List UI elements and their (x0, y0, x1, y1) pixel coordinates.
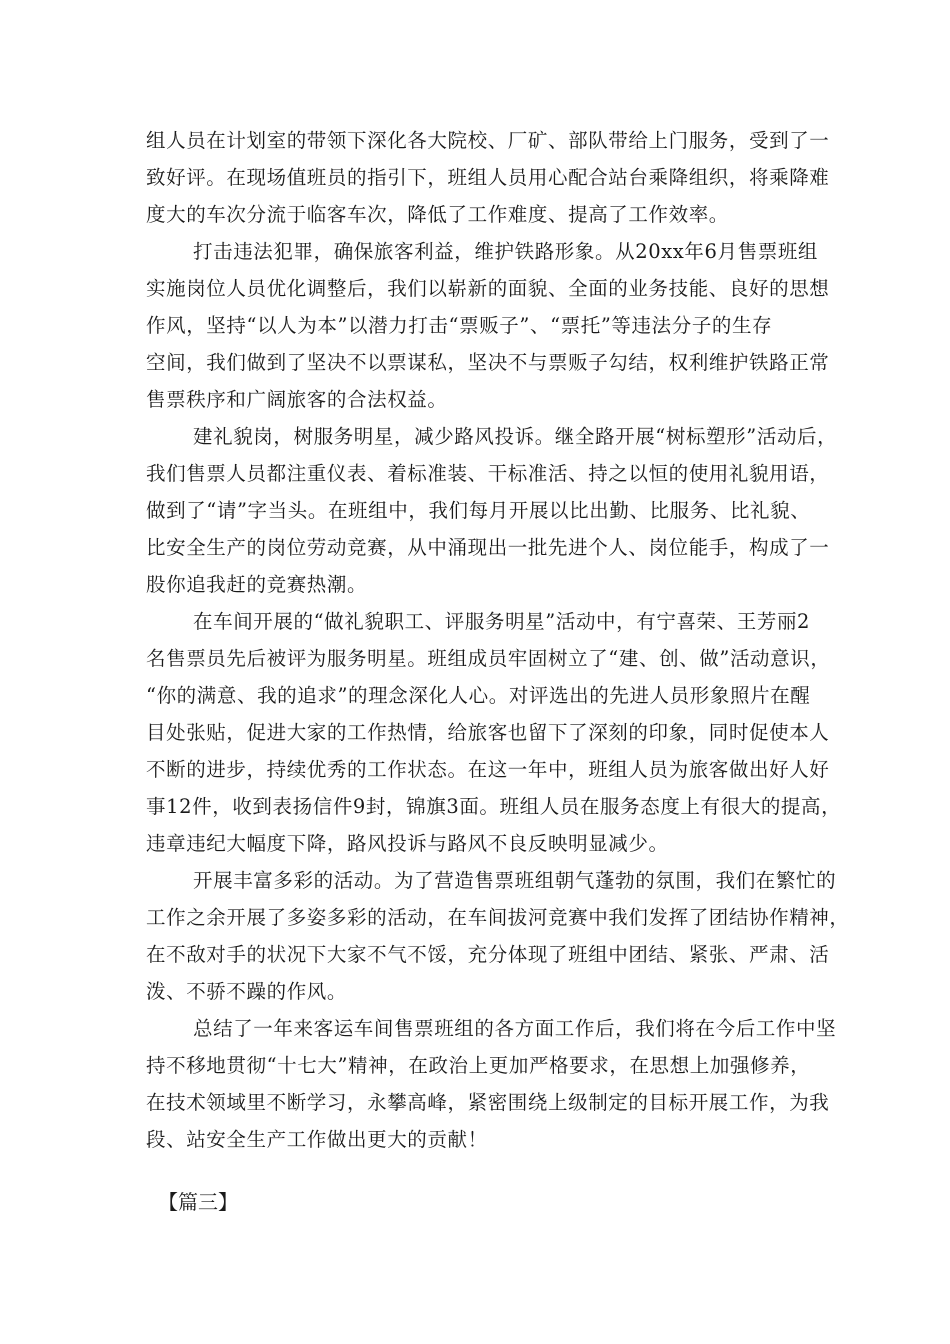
paragraph-3-line-2: 我们售票人员都注重仪表、着标准装、干标准活、持之以恒的使用礼貌用语， (146, 462, 830, 485)
paragraph-4-line-2: 名售票员先后被评为服务明星。班组成员牢固树立了“建、创、做”活动意识， (146, 647, 831, 670)
paragraph-3-line-5: 股你追我赶的竞赛热潮。 (146, 573, 368, 596)
paragraph-5-line-2: 工作之余开展了多姿多彩的活动，在车间拔河竞赛中我们发挥了团结协作精神， (146, 906, 850, 929)
paragraph-3-line-3: 做到了“请”字当头。在班组中，我们每月开展以比出勤、比服务、比礼貌、 (146, 499, 811, 522)
paragraph-4-line-5: 不断的进步，持续优秀的工作状态。在这一年中，班组人员为旅客做出好人好 (146, 758, 830, 781)
paragraph-4-line-6: 事12件，收到表扬信件9封，锦旗3面。班组人员在服务态度上有很大的提高， (146, 795, 842, 818)
paragraph-6-line-2: 持不移地贯彻“十七大”精神，在政治上更加严格要求，在思想上加强修养， (146, 1054, 811, 1077)
paragraph-2-line-2: 实施岗位人员优化调整后，我们以崭新的面貌、全面的业务技能、良好的思想 (146, 277, 830, 300)
paragraph-4-line-1: 在车间开展的“做礼貌职工、评服务明星”活动中，有宁喜荣、王芳丽2 (193, 610, 811, 633)
paragraph-2-line-4: 空间，我们做到了坚决不以票谋私，坚决不与票贩子勾结，权利维护铁路正常 (146, 351, 830, 374)
paragraph-5-line-3: 在不敌对手的状况下大家不气不馁，充分体现了班组中团结、紧张、严肃、活 (146, 943, 830, 966)
paragraph-2-line-1: 打击违法犯罪，确保旅客利益，维护铁路形象。从20xx年6月售票班组 (193, 240, 819, 263)
paragraph-1-line-3: 度大的车次分流于临客车次，降低了工作难度、提高了工作效率。 (146, 203, 729, 226)
paragraph-1-line-1: 组人员在计划室的带领下深化各大院校、厂矿、部队带给上门服务，受到了一 (146, 129, 830, 152)
paragraph-6-line-3: 在技术领域里不断学习，永攀高峰，紧密围绕上级制定的目标开展工作，为我 (146, 1091, 830, 1114)
paragraph-5-line-1: 开展丰富多彩的活动。为了营造售票班组朝气蓬勃的氛围，我们在繁忙的 (193, 869, 837, 892)
paragraph-5-line-4: 泼、不骄不躁的作风。 (146, 980, 348, 1003)
paragraph-3-line-4: 比安全生产的岗位劳动竞赛，从中涌现出一批先进个人、岗位能手，构成了一 (146, 536, 830, 559)
paragraph-4-line-3: “你的满意、我的追求”的理念深化人心。对评选出的先进人员形象照片在醒 (146, 684, 811, 707)
paragraph-6-line-1: 总结了一年来客运车间售票班组的各方面工作后，我们将在今后工作中坚 (193, 1017, 837, 1040)
paragraph-2-line-5: 售票秩序和广阔旅客的合法权益。 (146, 388, 448, 411)
paragraph-4-line-4: 目处张贴，促进大家的工作热情，给旅客也留下了深刻的印象，同时促使本人 (146, 721, 830, 744)
paragraph-1-line-2: 致好评。在现场值班员的指引下，班组人员用心配合站台乘降组织，将乘降难 (146, 166, 830, 189)
paragraph-4-line-7: 违章违纪大幅度下降，路风投诉与路风不良反映明显减少。 (146, 832, 669, 855)
paragraph-6-line-4: 段、站安全生产工作做出更大的贡献！ (146, 1128, 488, 1151)
paragraph-2-line-3: 作风，坚持“以人为本”以潜力打击“票贩子”、“票托”等违法分子的生存 (146, 314, 773, 337)
paragraph-3-line-1: 建礼貌岗，树服务明星，减少路风投诉。继全路开展“树标塑形”活动后， (193, 425, 838, 448)
section-heading: 【篇三】 (158, 1190, 238, 1214)
